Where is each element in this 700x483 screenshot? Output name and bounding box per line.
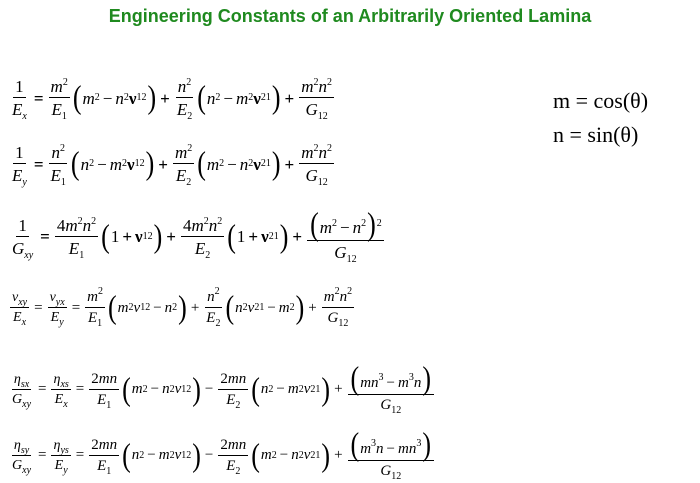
equation-ey: $\frac{1}{E_y}$ = $\frac{n^2}{E_1}$ ( n 2 − m 2 ν 12 ) + $\frac{m^2}{E_2}$ ( m 2 − n 2 ν 21 ) + $\frac{m^2n^2}{G_{12}}$ bbox=[12, 143, 333, 188]
n-definition: n = sin(θ) bbox=[553, 122, 639, 148]
equation-eta-sx: $\frac{\eta_{sx}}{G_{xy}}$ = $\frac{\eta_{xs}}{E_x}$ = $\frac{2mn}{E_1}$ ( m 2 − n 2 ν 12 ) − $\frac{2mn}{E_2}$ ( n 2 − m 2 ν 21 ) + $\frac{(mn^3 - m^3n)}{G_{12}}$ bbox=[8, 366, 436, 413]
equation-poisson: $\frac{\nu_{xy}}{E_x}$ = $\frac{\nu_{yx}}{E_y}$ = $\frac{m^2}{E_1}$ ( m 2 ν 12 − n 2 ) + $\frac{n^2}{E_2}$ ( n 2 ν 21 − m 2 ) + $\frac{m^2n^2}{G_{12}}$ bbox=[12, 286, 353, 329]
equation-gxy: $\frac{1}{G_{xy}}$ = $\frac{4m^2n^2}{E_1}$ ( 1 + ν 12 ) + $\frac{4m^2n^2}{E_2}$ ( 1 + ν 21 ) + $\frac{(m^2 - n^2)^2}{G_{12}}$ bbox=[12, 206, 382, 265]
page-title: Engineering Constants of an Arbitrarily Oriented Lamina bbox=[108, 6, 592, 26]
trig-definitions bbox=[553, 84, 648, 152]
equation-eta-sy: $\frac{\eta_{sy}}{G_{xy}}$ = $\frac{\eta_{ys}}{E_y}$ = $\frac{2mn}{E_1}$ ( n 2 − m 2 ν 12 ) − $\frac{2mn}{E_2}$ ( m 2 − n 2 ν 21 ) + $\frac{(m^3n - mn^3)}{G_{12}}$ bbox=[8, 432, 436, 479]
m-definition: m = cos(θ) bbox=[553, 88, 649, 113]
equation-ex: $\frac{1}{E_x}$ = $\frac{m^2}{E_1}$ ( m 2 − n 2 ν 12 ) + $\frac{n^2}{E_2}$ ( n 2 − m 2 ν 21 ) + $\frac{m^2n^2}{G_{12}}$ bbox=[12, 77, 333, 122]
